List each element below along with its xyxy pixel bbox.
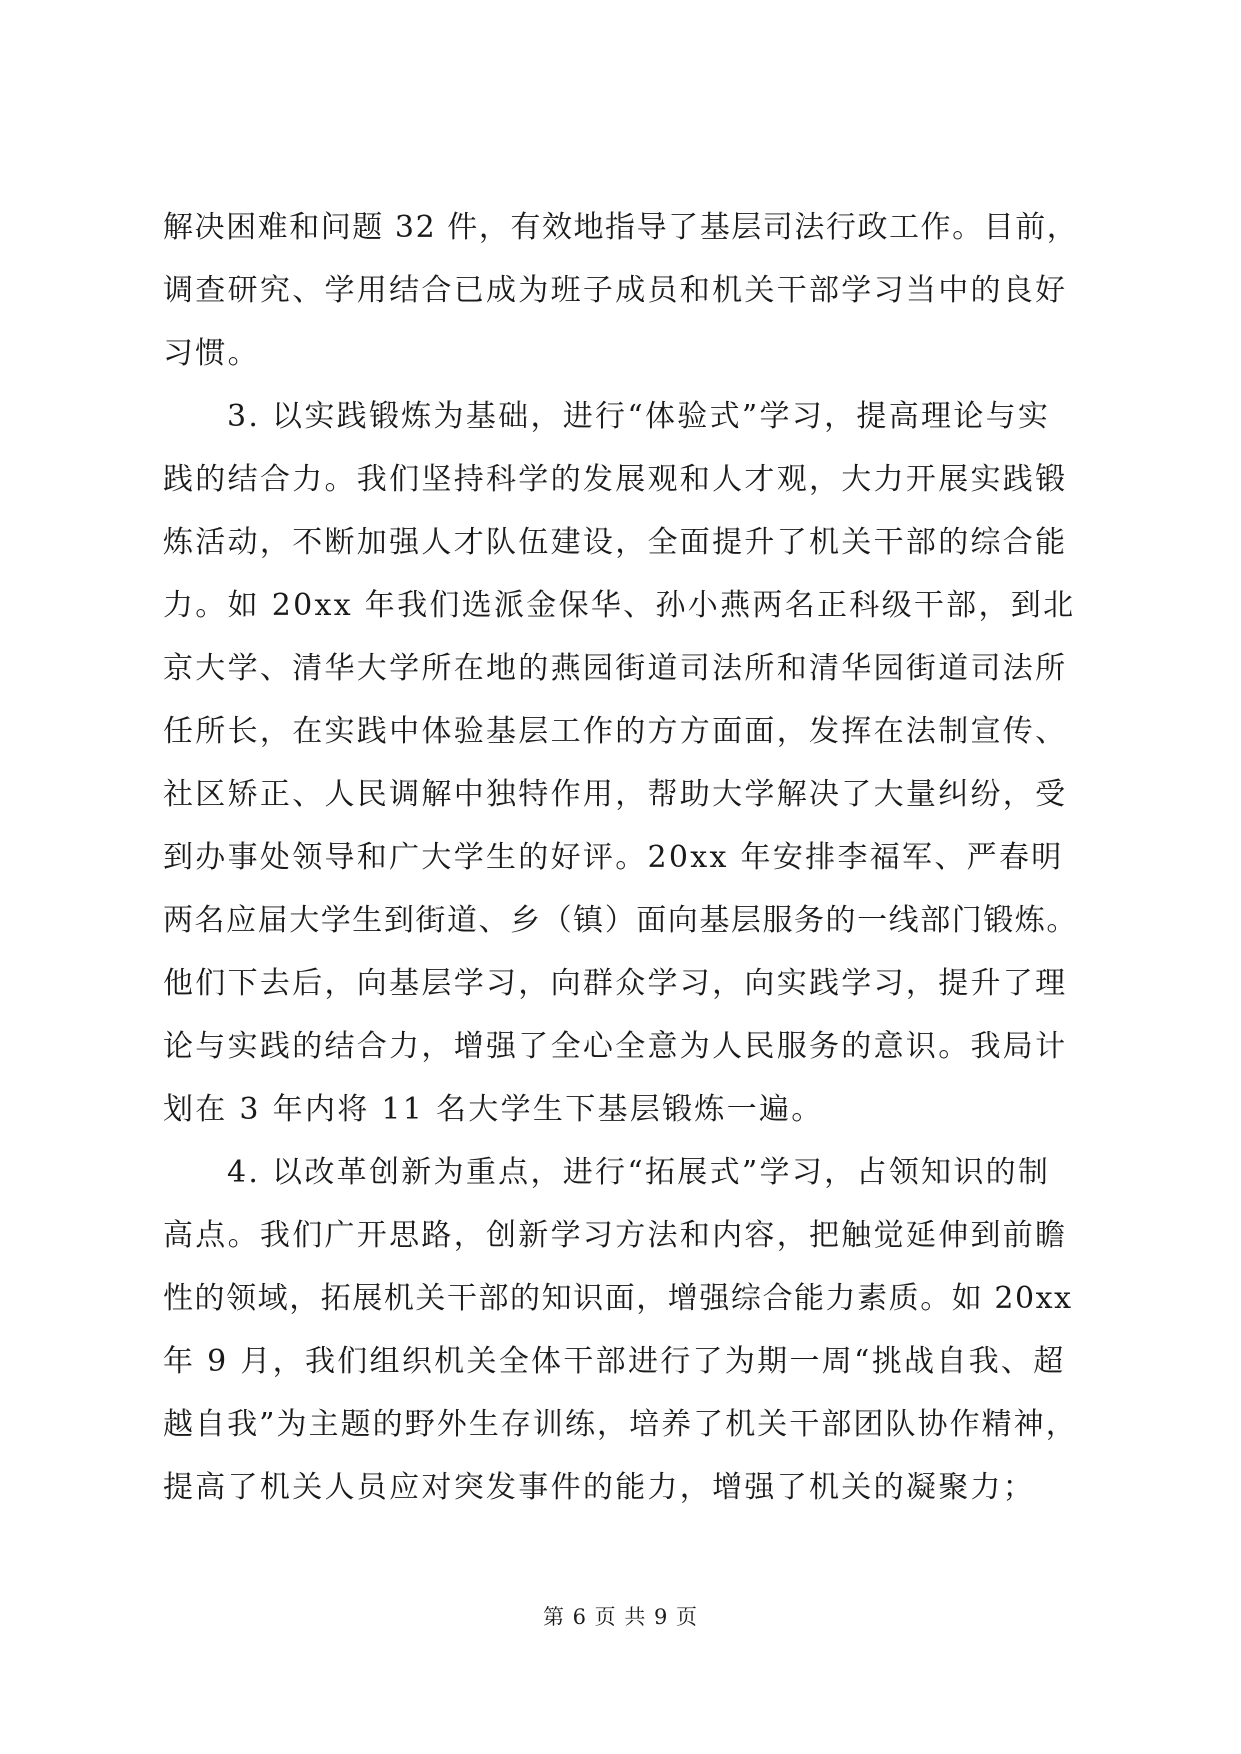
page-number-footer: 第 6 页 共 9 页 [542,1605,699,1629]
paragraph-heading-line: 3. 以实践锻炼为基础，进行“体验式”学习，提高理论与实 [227,399,1051,434]
body-text-line: 炼活动，不断加强人才队伍建设，全面提升了机关干部的综合能 [163,525,1068,560]
body-text-line: 年 9 月，我们组织机关全体干部进行了为期一周“挑战自我、超 [163,1344,1066,1379]
body-text-line: 社区矫正、人民调解中独特作用，帮助大学解决了大量纠纷，受 [163,777,1068,812]
body-text-line: 习惯。 [163,336,260,371]
body-text-line: 两名应届大学生到街道、乡（镇）面向基层服务的一线部门锻炼。 [163,903,1078,938]
body-text-line: 解决困难和问题 32 件，有效地指导了基层司法行政工作。目前， [163,210,1079,245]
paragraph-heading-line: 4. 以改革创新为重点，进行“拓展式”学习，占领知识的制 [227,1155,1051,1190]
body-text-line: 划在 3 年内将 11 名大学生下基层锻炼一遍。 [163,1092,824,1127]
body-text-line: 性的领域，拓展机关干部的知识面，增强综合能力素质。如 20xx [163,1281,1073,1316]
body-text-line: 到办事处领导和广大学生的好评。20xx 年安排李福军、严春明 [163,840,1064,875]
body-text-line: 力。如 20xx 年我们选派金保华、孙小燕两名正科级干部，到北 [163,588,1076,623]
body-text-line: 调查研究、学用结合已成为班子成员和机关干部学习当中的良好 [163,273,1068,308]
body-text-line: 京大学、清华大学所在地的燕园街道司法所和清华园街道司法所 [163,651,1068,686]
body-text-line: 他们下去后，向基层学习，向群众学习，向实践学习，提升了理 [163,966,1068,1001]
body-text-line: 论与实践的结合力，增强了全心全意为人民服务的意识。我局计 [163,1029,1068,1064]
body-text-line: 越自我”为主题的野外生存训练，培养了机关干部团队协作精神， [163,1407,1078,1442]
body-text-line: 任所长，在实践中体验基层工作的方方面面，发挥在法制宣传、 [163,714,1068,749]
body-text-line: 践的结合力。我们坚持科学的发展观和人才观，大力开展实践锻 [163,462,1068,497]
body-text-line: 高点。我们广开思路，创新学习方法和内容，把触觉延伸到前瞻 [163,1218,1068,1253]
body-text-line: 提高了机关人员应对突发事件的能力，增强了机关的凝聚力； [163,1470,1036,1505]
